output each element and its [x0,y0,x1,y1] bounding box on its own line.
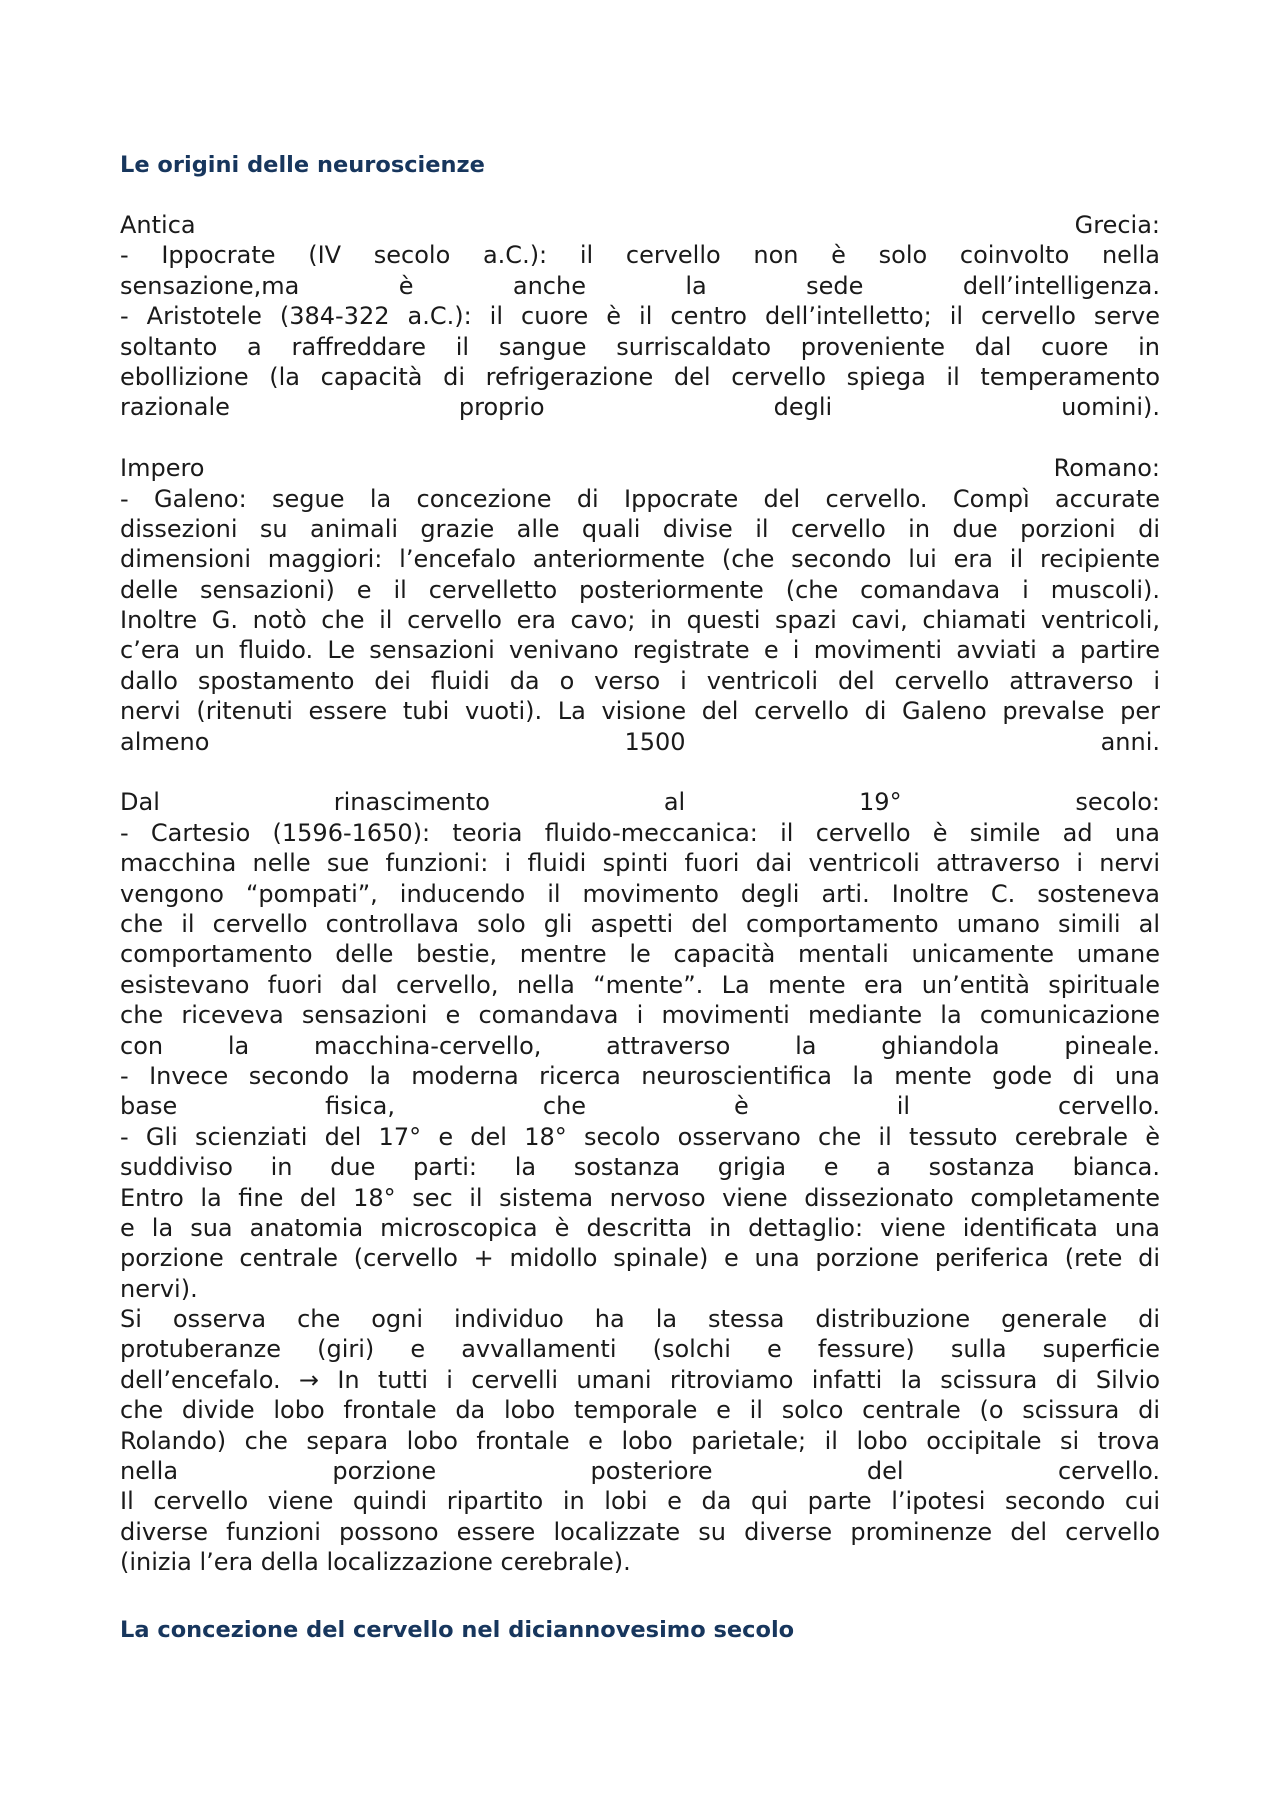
paragraph-line: che il cervello controllava solo gli aspetti del comportamento umano simili al [120,909,1160,938]
document-body [120,150,1160,1645]
section-ancient-greece [120,210,1160,423]
paragraph-line: con la macchina-cervello, attraverso la ghiandola pineale. [120,1031,1160,1060]
paragraph-line: delle sensazioni) e il cervelletto posteriormente (che comandava i muscoli). [120,575,1160,604]
paragraph-line: dimensioni maggiori: l’encefalo anteriormente (che secondo lui era il recipiente [120,545,1160,574]
paragraph-line: che riceveva sensazioni e comandava i movimenti mediante la comunicazione [120,1001,1160,1030]
paragraph-line: soltanto a raffreddare il sangue surriscaldato proveniente dal cuore in [120,332,1160,361]
paragraph-line: e la sua anatomia microscopica è descritta in dettaglio: viene identificata una [120,1213,1160,1242]
paragraph-line: protuberanze (giri) e avvallamenti (solchi e fessure) sulla superficie [120,1335,1160,1364]
paragraph-line: almeno 1500 anni. [120,727,1160,756]
paragraph-line: - Gli scienziati del 17° e del 18° secolo osservano che il tessuto cerebrale è [120,1122,1160,1151]
paragraph-line: - Cartesio (1596-1650): teoria fluido-meccanica: il cervello è simile ad una [120,818,1160,847]
paragraph-line: Inoltre G. notò che il cervello era cavo; in questi spazi cavi, chiamati ventricoli, [120,606,1160,635]
paragraph-line: (inizia l’era della localizzazione cerebrale). [120,1548,631,1577]
paragraph-line: vengono “pompati”, inducendo il movimento degli arti. Inoltre C. sosteneva [120,879,1160,908]
paragraph-line: esistevano fuori dal cervello, nella “mente”. La mente era un’entità spirituale [120,970,1160,999]
paragraph-line: diverse funzioni possono essere localizzate su diverse prominenze del cervello [120,1517,1160,1546]
paragraph-line: suddiviso in due parti: la sostanza grigia e a sostanza bianca. [120,1153,1160,1182]
paragraph-line: dell’encefalo. → In tutti i cervelli umani ritroviamo infatti la scissura di Silvio [120,1365,1160,1394]
paragraph-line: - Galeno: segue la concezione di Ippocrate del cervello. Compì accurate [120,484,1160,513]
section-heading-19th-century: La concezione del cervello nel diciannovesimo secolo [120,1616,795,1643]
paragraph-line: ebollizione (la capacità di refrigerazione del cervello spiega il temperamento [120,362,1160,391]
paragraph-line: Impero Romano: [120,454,1160,483]
paragraph-line: nervi (ritenuti essere tubi vuoti). La visione del cervello di Galeno prevalse per [120,697,1160,726]
paragraph-line: nella porzione posteriore del cervello. [120,1457,1160,1486]
paragraph-line: - Invece secondo la moderna ricerca neuroscientifica la mente gode di una [120,1061,1160,1090]
section-renaissance-to-19th [120,787,1160,1577]
paragraph-line: - Ippocrate (IV secolo a.C.): il cervello non è solo coinvolto nella [120,241,1160,270]
paragraph-line: Rolando) che separa lobo frontale e lobo parietale; il lobo occipitale si trova [120,1426,1160,1455]
section-roman-empire [120,453,1160,757]
paragraph-line: dissezioni su animali grazie alle quali divise il cervello in due porzioni di [120,514,1160,543]
paragraph-line: Il cervello viene quindi ripartito in lobi e da qui parte l’ipotesi secondo cui [120,1487,1160,1516]
paragraph-line: comportamento delle bestie, mentre le capacità mentali unicamente umane [120,940,1160,969]
paragraph-line: Antica Grecia: [120,211,1160,239]
paragraph-line: Entro la fine del 18° sec il sistema nervoso viene dissezionato completamente [120,1183,1160,1212]
paragraph-line: sensazione,ma è anche la sede dell’intelligenza. [120,271,1160,300]
paragraph-line: dallo spostamento dei fluidi da o verso i ventricoli del cervello attraverso i [120,666,1160,695]
paragraph-line: Si osserva che ogni individuo ha la stessa distribuzione generale di [120,1305,1160,1334]
section-heading-origins: Le origini delle neuroscienze [120,152,485,178]
paragraph-line: - Aristotele (384-322 a.C.): il cuore è il centro dell’intelletto; il cervello serve [120,302,1160,331]
paragraph-line: razionale proprio degli uomini). [120,393,1160,422]
paragraph-line: base fisica, che è il cervello. [120,1092,1160,1121]
paragraph-line: che divide lobo frontale da lobo temporale e il solco centrale (o scissura di [120,1396,1160,1425]
paragraph-line: c’era un fluido. Le sensazioni venivano registrate e i movimenti avviati a partire [120,636,1160,665]
paragraph-line: macchina nelle sue funzioni: i fluidi spinti fuori dai ventricoli attraverso i nervi [120,849,1160,878]
paragraph-line: porzione centrale (cervello + midollo spinale) e una porzione periferica (rete di [120,1244,1160,1273]
paragraph-line: nervi). [120,1274,198,1303]
paragraph-line: Dal rinascimento al 19° secolo: [120,788,1160,817]
